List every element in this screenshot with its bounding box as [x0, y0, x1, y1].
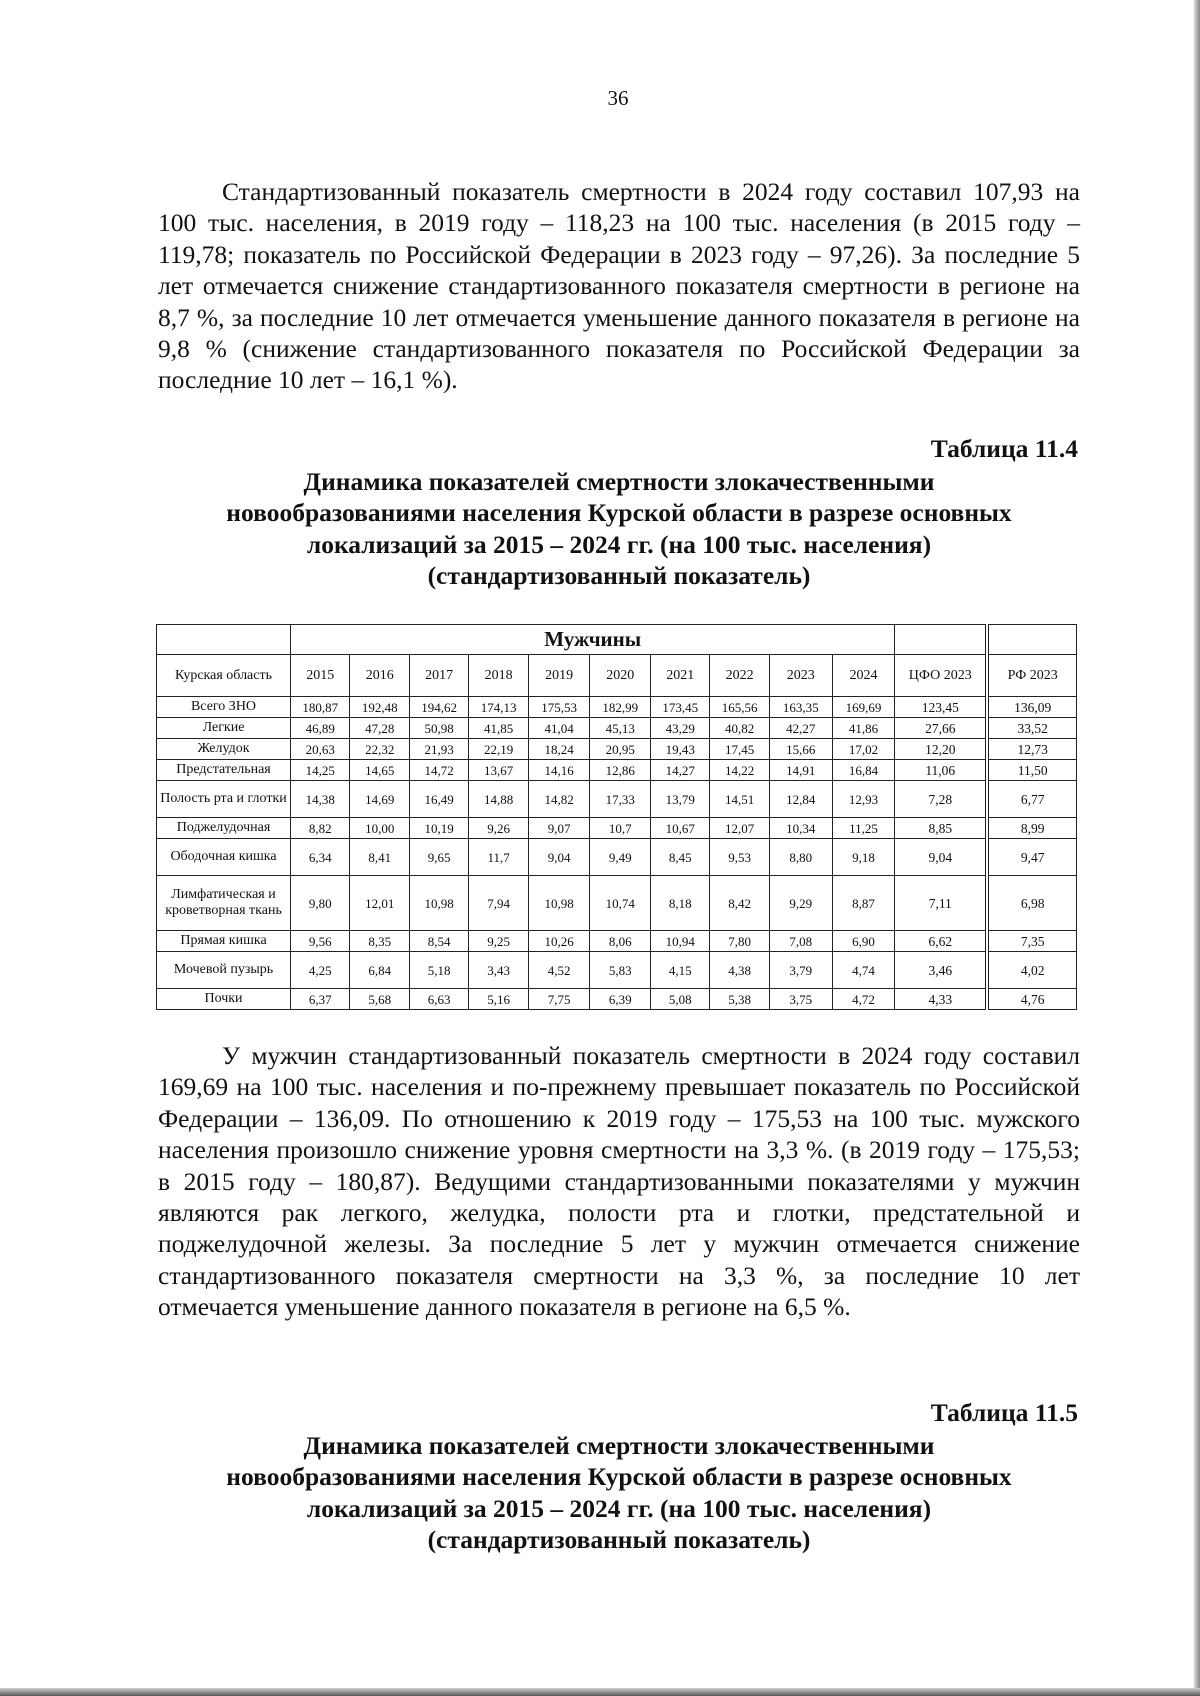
table-cell-value: 15,66 [769, 739, 832, 760]
table-cell-value: 9,56 [291, 931, 350, 952]
table-cell-value: 7,08 [769, 931, 832, 952]
table-row-label: Прямая кишка [157, 931, 291, 952]
table-cell-value: 20,95 [590, 739, 651, 760]
table-cell-value: 14,65 [350, 760, 409, 781]
paragraph-2 [158, 1040, 1080, 1323]
table-cell-value: 6,84 [350, 952, 409, 989]
table-cell-value: 6,37 [291, 989, 350, 1010]
table-cell-value: 6,63 [409, 989, 468, 1010]
table-cell-value: 6,39 [590, 989, 651, 1010]
table-cell-rf: 6,77 [989, 781, 1077, 818]
table-cell-rf: 12,73 [989, 739, 1077, 760]
table-cell-value: 9,18 [832, 839, 895, 876]
table-cell-value: 41,85 [469, 718, 528, 739]
table-row-label: Всего ЗНО [157, 697, 291, 718]
table-cell-value: 9,04 [528, 839, 590, 876]
table-header-row-years [157, 655, 1077, 697]
table-cell-value: 22,32 [350, 739, 409, 760]
table-cell-value: 7,94 [469, 876, 528, 931]
table-11-4-title-line: локализаций за 2015 – 2024 гг. (на 100 тыс. населения) [306, 529, 932, 559]
table-11-4-title [158, 466, 1080, 592]
table-cell-value: 4,74 [832, 952, 895, 989]
table-cell-value: 9,49 [590, 839, 651, 876]
table-header-year: 2017 [409, 655, 468, 697]
table-cell-value: 41,04 [528, 718, 590, 739]
table-cell-value: 4,38 [710, 952, 769, 989]
table-row [157, 760, 1077, 781]
table-11-5-title-line: новообразованиями населения Курской области в разрезе основных [226, 1462, 1012, 1492]
table-cell-value: 10,34 [769, 818, 832, 839]
table-cell-cfo: 27,66 [895, 718, 986, 739]
table-cell-value: 6,90 [832, 931, 895, 952]
table-header-cfo: ЦФО 2023 [895, 655, 986, 697]
table-cell-value: 8,41 [350, 839, 409, 876]
scan-page-edge-bottom [0, 1688, 1200, 1696]
table-row [157, 839, 1077, 876]
table-row [157, 739, 1077, 760]
table-header-year: 2019 [528, 655, 590, 697]
table-cell-rf: 4,76 [989, 989, 1077, 1010]
table-cell-value: 43,29 [650, 718, 709, 739]
table-cell-value: 8,42 [710, 876, 769, 931]
table-cell-cfo: 4,33 [895, 989, 986, 1010]
table-cell-value: 8,82 [291, 818, 350, 839]
table-cell-value: 16,49 [409, 781, 468, 818]
table-cell-value: 173,45 [650, 697, 709, 718]
table-cell-value: 17,45 [710, 739, 769, 760]
table-cell-value: 10,74 [590, 876, 651, 931]
table-cell-value: 22,19 [469, 739, 528, 760]
table-header-rf: РФ 2023 [989, 655, 1077, 697]
table-cell-value: 9,65 [409, 839, 468, 876]
table-cell-value: 14,82 [528, 781, 590, 818]
table-cell-value: 182,99 [590, 697, 651, 718]
table-header-year: 2018 [469, 655, 528, 697]
table-cell-value: 14,16 [528, 760, 590, 781]
table-cell-value: 9,07 [528, 818, 590, 839]
table-header-empty-cell [895, 625, 986, 655]
table-cell-cfo: 12,20 [895, 739, 986, 760]
table-cell-value: 10,7 [590, 818, 651, 839]
table-cell-value: 7,75 [528, 989, 590, 1010]
table-cell-value: 20,63 [291, 739, 350, 760]
table-cell-cfo: 7,28 [895, 781, 986, 818]
table-row [157, 718, 1077, 739]
table-cell-value: 5,68 [350, 989, 409, 1010]
table-cell-value: 18,24 [528, 739, 590, 760]
table-row-label: Поджелудочная [157, 818, 291, 839]
table-cell-value: 169,69 [832, 697, 895, 718]
table-header-year: 2024 [832, 655, 895, 697]
table-row-label: Полость рта и глотки [157, 781, 291, 818]
table-cell-cfo: 9,04 [895, 839, 986, 876]
table-header-year: 2021 [650, 655, 709, 697]
scan-page-edge-right [1194, 0, 1200, 1696]
table-row-label: Легкие [157, 718, 291, 739]
table-cell-value: 8,06 [590, 931, 651, 952]
table-cell-rf: 136,09 [989, 697, 1077, 718]
table-11-4-title-line: Динамика показателей смертности злокачественными [303, 467, 935, 496]
table-11-5-label: Таблица 11.5 [930, 1398, 1078, 1427]
table-11-5-title [158, 1430, 1080, 1556]
table-header-year: 2022 [710, 655, 769, 697]
table-cell-value: 10,67 [650, 818, 709, 839]
table-cell-value: 40,82 [710, 718, 769, 739]
table-cell-value: 5,38 [710, 989, 769, 1010]
table-cell-cfo: 3,46 [895, 952, 986, 989]
table-cell-value: 14,69 [350, 781, 409, 818]
table-cell-value: 174,13 [469, 697, 528, 718]
table-row [157, 989, 1077, 1010]
table-row [157, 876, 1077, 931]
table-cell-value: 9,80 [291, 876, 350, 931]
table-cell-value: 10,98 [409, 876, 468, 931]
table-cell-value: 13,79 [650, 781, 709, 818]
table-cell-cfo: 11,06 [895, 760, 986, 781]
table-header-empty-cell [989, 625, 1077, 655]
table-cell-value: 194,62 [409, 697, 468, 718]
table-cell-value: 175,53 [528, 697, 590, 718]
table-cell-value: 3,43 [469, 952, 528, 989]
table-cell-value: 5,16 [469, 989, 528, 1010]
paragraph-1-text: Стандартизованный показатель смертности в 2024 году составил 107,93 на 100 тыс. населения, в 2019 году – 118,23 на 100 тыс. населения (в 2015 году – 119,78; показатель по Российской Федерации в 2023 году – 97,26). За последние 5 лет отмечается снижение стандартизованного показателя смертности в регионе на 8,7 %, за последние 10 лет отмечается уменьшение данного показателя в регионе на 9,8 % (снижение стандартизованного показателя по Российской Федерации за последние 10 лет – 16,1 %). [158, 177, 1080, 395]
table-cell-rf: 33,52 [989, 718, 1077, 739]
table-cell-value: 10,98 [528, 876, 590, 931]
table-cell-rf: 6,98 [989, 876, 1077, 931]
table-row [157, 931, 1077, 952]
table-cell-value: 6,34 [291, 839, 350, 876]
paragraph-1 [158, 176, 1080, 396]
table-cell-value: 192,48 [350, 697, 409, 718]
table-cell-value: 10,94 [650, 931, 709, 952]
table-cell-value: 14,38 [291, 781, 350, 818]
table-header-year: 2020 [590, 655, 651, 697]
table-cell-value: 12,86 [590, 760, 651, 781]
table-header-year: 2023 [769, 655, 832, 697]
table-header-sex: Мужчины [291, 625, 895, 655]
table-row-label: Предстательная [157, 760, 291, 781]
table-cell-value: 9,53 [710, 839, 769, 876]
table-row-label: Лимфатическая и кроветворная ткань [157, 876, 291, 931]
table-row-label: Мочевой пузырь [157, 952, 291, 989]
table-cell-value: 12,01 [350, 876, 409, 931]
table-row-label: Ободочная кишка [157, 839, 291, 876]
table-cell-value: 14,27 [650, 760, 709, 781]
table-cell-value: 12,07 [710, 818, 769, 839]
table-header-year: 2016 [350, 655, 409, 697]
table-cell-value: 8,80 [769, 839, 832, 876]
table-cell-value: 14,72 [409, 760, 468, 781]
table-cell-value: 8,54 [409, 931, 468, 952]
table-cell-value: 163,35 [769, 697, 832, 718]
table-cell-rf: 4,02 [989, 952, 1077, 989]
table-cell-value: 10,00 [350, 818, 409, 839]
table-cell-value: 5,08 [650, 989, 709, 1010]
table-row [157, 697, 1077, 718]
table-header-empty-cell [157, 625, 291, 655]
table-cell-rf: 7,35 [989, 931, 1077, 952]
table-row [157, 818, 1077, 839]
table-cell-rf: 9,47 [989, 839, 1077, 876]
table-cell-value: 14,22 [710, 760, 769, 781]
table-cell-value: 13,67 [469, 760, 528, 781]
table-row-label: Желудок [157, 739, 291, 760]
table-cell-value: 45,13 [590, 718, 651, 739]
table-cell-value: 4,72 [832, 989, 895, 1010]
table-cell-value: 21,93 [409, 739, 468, 760]
table-cell-value: 17,33 [590, 781, 651, 818]
table-cell-value: 165,56 [710, 697, 769, 718]
table-cell-value: 180,87 [291, 697, 350, 718]
table-cell-value: 14,91 [769, 760, 832, 781]
table-cell-value: 11,7 [469, 839, 528, 876]
table-cell-value: 8,87 [832, 876, 895, 931]
table-cell-value: 8,45 [650, 839, 709, 876]
table-11-4-label: Таблица 11.4 [930, 434, 1078, 463]
table-cell-value: 4,52 [528, 952, 590, 989]
table-cell-cfo: 8,85 [895, 818, 986, 839]
table-cell-value: 7,80 [710, 931, 769, 952]
table-cell-value: 14,51 [710, 781, 769, 818]
table-cell-value: 10,26 [528, 931, 590, 952]
table-row-label: Почки [157, 989, 291, 1010]
table-cell-value: 12,84 [769, 781, 832, 818]
table-row [157, 781, 1077, 818]
table-11-4-title-line: (стандартизованный показатель) [427, 561, 811, 591]
table-cell-value: 17,02 [832, 739, 895, 760]
table-cell-value: 10,19 [409, 818, 468, 839]
mortality-table-men [156, 624, 1077, 1010]
table-cell-value: 5,83 [590, 952, 651, 989]
table-cell-value: 19,43 [650, 739, 709, 760]
table-cell-value: 4,15 [650, 952, 709, 989]
paragraph-2-text: У мужчин стандартизованный показатель смертности в 2024 году составил 169,69 на 100 тыс. населения и по-прежнему превышает показатель по Российской Федерации – 136,09. По отношению к 2019 году – 175,53 на 100 тыс. мужского населения произошло снижение уровня смертности на 3,3 %. (в 2019 году – 175,53; в 2015 году – 180,87). Ведущими стандартизованными показателями у мужчин являются рак легкого, желудка, полости рта и глотки, предстательной и поджелудочной железы. За последние 5 лет у мужчин отмечается снижение стандартизованного показателя смертности на 3,3 %, за последние 10 лет отмечается уменьшение данного показателя в регионе на 6,5 %. [158, 1041, 1080, 1322]
table-cell-cfo: 123,45 [895, 697, 986, 718]
table-11-4-title-line: новообразованиями населения Курской области в разрезе основных [226, 498, 1012, 528]
table-cell-value: 47,28 [350, 718, 409, 739]
table-cell-value: 3,79 [769, 952, 832, 989]
table-header-row-sex [157, 625, 1077, 655]
table-cell-value: 4,25 [291, 952, 350, 989]
table-cell-value: 50,98 [409, 718, 468, 739]
table-cell-value: 9,29 [769, 876, 832, 931]
table-cell-cfo: 7,11 [895, 876, 986, 931]
table-cell-cfo: 6,62 [895, 931, 986, 952]
table-cell-rf: 11,50 [989, 760, 1077, 781]
table-cell-value: 41,86 [832, 718, 895, 739]
table-header-region: Курская область [157, 655, 291, 697]
table-cell-value: 8,18 [650, 876, 709, 931]
table-cell-value: 11,25 [832, 818, 895, 839]
table-cell-value: 16,84 [832, 760, 895, 781]
table-header-year: 2015 [291, 655, 350, 697]
table-11-5-title-line: Динамика показателей смертности злокачественными [303, 1431, 935, 1460]
table-cell-value: 14,25 [291, 760, 350, 781]
table-cell-value: 42,27 [769, 718, 832, 739]
table-cell-value: 14,88 [469, 781, 528, 818]
table-11-5-title-line: локализаций за 2015 – 2024 гг. (на 100 тыс. населения) [306, 1493, 932, 1523]
table-cell-value: 9,26 [469, 818, 528, 839]
table-cell-value: 12,93 [832, 781, 895, 818]
table-cell-value: 9,25 [469, 931, 528, 952]
table-cell-rf: 8,99 [989, 818, 1077, 839]
table-cell-value: 3,75 [769, 989, 832, 1010]
table-cell-value: 8,35 [350, 931, 409, 952]
page-number: 36 [607, 86, 629, 110]
table-cell-value: 46,89 [291, 718, 350, 739]
table-11-5-title-line: (стандартизованный показатель) [427, 1525, 811, 1555]
table-row [157, 952, 1077, 989]
table-cell-value: 5,18 [409, 952, 468, 989]
